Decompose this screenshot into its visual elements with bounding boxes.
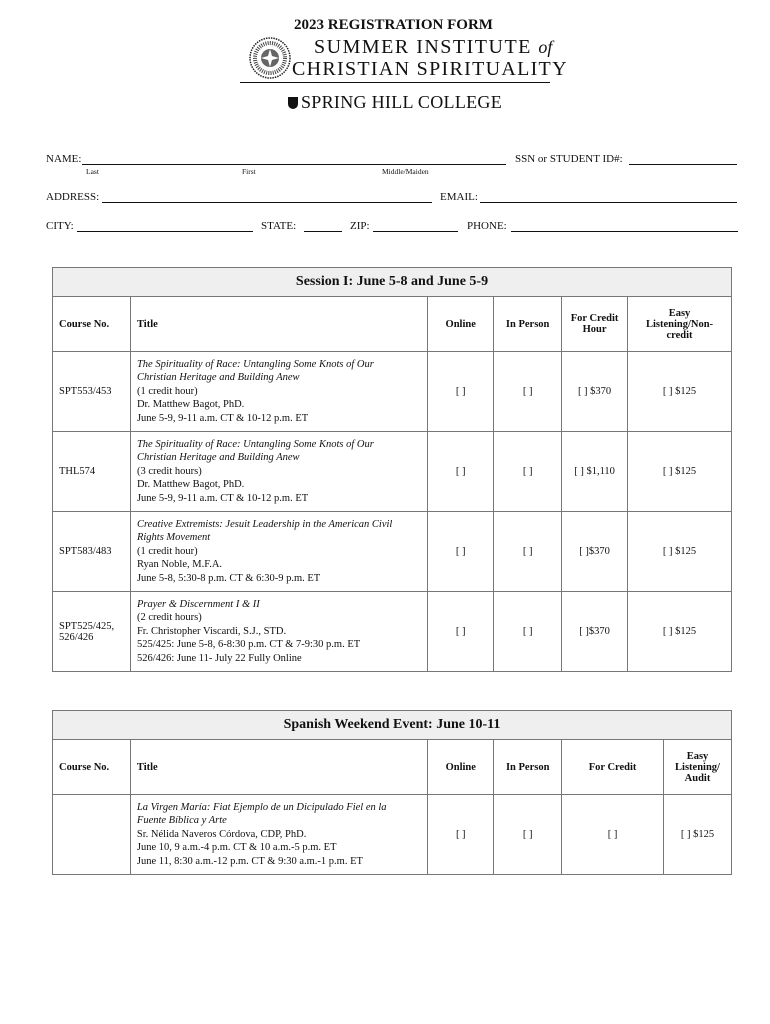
course-detail-line: June 10, 9 a.m.-4 p.m. CT & 10 a.m.-5 p.m. ET [136,842,337,854]
course-title-line [137,371,421,385]
session1-table [52,267,732,672]
course-title-line [137,358,421,372]
table-row [53,432,732,512]
course-title-text: Christian Heritage and Building Anew [136,452,300,464]
course-detail-line: Dr. Matthew Bagot, PhD. [136,399,245,411]
course-number [53,795,131,875]
address-row [46,191,746,205]
course-title-text: The Spirituality of Race: Untangling Some Knots of Our [136,358,374,370]
course-title-text: The Spirituality of Race: Untangling Some Knots of Our [136,438,374,450]
institute-logo [240,34,568,86]
course-detail-line: (2 credit hours) [136,612,202,624]
name-label: NAME: [46,153,82,165]
email-input[interactable] [480,202,737,203]
table-row [53,512,732,592]
course-detail-line: Dr. Matthew Bagot, PhD. [136,479,245,491]
college-name: SPRING HILL COLLEGE [288,92,502,113]
name-middle-sublabel: Middle/Maiden [382,167,429,176]
credit-checkbox[interactable]: [ ] $370 [562,352,628,432]
institute-name-line1: SUMMER INSTITUTE of [314,36,553,58]
seal-icon [248,36,292,80]
crest-icon [288,97,298,109]
online-checkbox[interactable]: [ ] [428,352,494,432]
state-input[interactable] [304,231,342,232]
course-title [130,432,427,512]
credit-checkbox[interactable]: [ ] [562,795,664,875]
name-first-sublabel: First [242,167,256,176]
course-title-line [137,801,421,815]
course-detail-line: June 5-8, 5:30-8 p.m. CT & 6:30-9 p.m. ET [136,572,321,584]
col-course-no: Course No. [53,740,131,795]
city-input[interactable] [77,231,253,232]
session1-heading: Session I: June 5-8 and June 5-9 [53,268,732,297]
table-row [53,592,732,672]
course-title-text: La Virgen María: Fiat Ejemplo de un Dicipulado Fiel en la [136,801,387,813]
session1-header-row [53,297,732,352]
course-title-text: Christian Heritage and Building Anew [136,372,300,384]
course-detail-line: June 5-9, 9-11 a.m. CT & 10-12 p.m. ET [136,492,309,504]
in-person-checkbox[interactable]: [ ] [494,352,562,432]
audit-checkbox[interactable]: [ ] $125 [628,512,732,592]
name-last-sublabel: Last [86,167,99,176]
col-easy-listening: Easy Listening/Non-credit [628,297,732,352]
col-for-credit: For Credit Hour [562,297,628,352]
in-person-checkbox[interactable]: [ ] [494,592,562,672]
course-detail-line: June 5-9, 9-11 a.m. CT & 10-12 p.m. ET [136,412,309,424]
audit-checkbox[interactable]: [ ] $125 [664,795,732,875]
name-input[interactable] [82,164,506,165]
col-in-person: In Person [494,297,562,352]
course-detail-line: 526/426: June 11- July 22 Fully Online [136,652,302,664]
course-title-line [137,598,421,612]
name-row [46,153,746,176]
col-online: Online [428,740,494,795]
in-person-checkbox[interactable]: [ ] [494,795,562,875]
course-title-text: Rights Movement [136,532,211,544]
email-label: EMAIL: [440,191,478,203]
course-title-text: Fuente Bíblica y Arte [136,815,227,827]
credit-checkbox[interactable]: [ ] $1,110 [562,432,628,512]
session2-header-row [53,740,732,795]
col-for-credit: For Credit [562,740,664,795]
audit-checkbox[interactable]: [ ] $125 [628,432,732,512]
session2-heading: Spanish Weekend Event: June 10-11 [53,711,732,740]
course-title [130,512,427,592]
course-detail-line: June 11, 8:30 a.m.-12 p.m. CT & 9:30 a.m.-1 p.m. ET [136,855,363,867]
form-title: 2023 REGISTRATION FORM [294,17,493,33]
table-row [53,795,732,875]
zip-input[interactable] [373,231,458,232]
course-title-line [137,451,421,465]
course-detail-line: (1 credit hour) [136,385,198,397]
course-title [130,795,427,875]
address-label: ADDRESS: [46,191,100,203]
table-row [53,352,732,432]
ssn-input[interactable] [629,164,737,165]
address-input[interactable] [102,202,432,203]
course-detail-line: Fr. Christopher Viscardi, S.J., STD. [136,625,287,637]
session2-table [52,710,732,875]
in-person-checkbox[interactable]: [ ] [494,432,562,512]
course-title-line [137,518,421,532]
in-person-checkbox[interactable]: [ ] [494,512,562,592]
course-detail-line: 525/425: June 5-8, 6-8:30 p.m. CT & 7-9:30 p.m. ET [136,639,361,651]
course-detail-line: Sr. Nélida Naveros Córdova, CDP, PhD. [136,828,307,840]
course-title-line [137,531,421,545]
course-title [130,352,427,432]
credit-checkbox[interactable]: [ ]$370 [562,592,628,672]
institute-name-line2: CHRISTIAN SPIRITUALITY [292,58,568,80]
course-detail-line: (3 credit hours) [136,465,202,477]
course-title [130,592,427,672]
course-number: THL574 [53,432,131,512]
course-number: SPT525/425, 526/426 [53,592,131,672]
phone-input[interactable] [511,231,738,232]
course-number: SPT583/483 [53,512,131,592]
course-detail-line: (1 credit hour) [136,545,198,557]
online-checkbox[interactable]: [ ] [428,512,494,592]
course-title-text: Creative Extremists: Jesuit Leadership in the American Civil [136,518,393,530]
col-online: Online [428,297,494,352]
online-checkbox[interactable]: [ ] [428,795,494,875]
logo-divider [240,82,550,83]
course-number: SPT553/453 [53,352,131,432]
audit-checkbox[interactable]: [ ] $125 [628,352,732,432]
online-checkbox[interactable]: [ ] [428,592,494,672]
audit-checkbox[interactable]: [ ] $125 [628,592,732,672]
col-in-person: In Person [494,740,562,795]
col-title: Title [130,297,427,352]
ssn-label: SSN or STUDENT ID#: [515,153,623,165]
city-row [46,220,746,234]
course-title-line [137,814,421,828]
city-label: CITY: [46,220,74,232]
col-easy-listening: Easy Listening/ Audit [664,740,732,795]
online-checkbox[interactable]: [ ] [428,432,494,512]
col-title: Title [130,740,427,795]
course-title-text: Prayer & Discernment I & II [136,598,260,610]
state-label: STATE: [261,220,297,232]
zip-label: ZIP: [350,220,370,232]
course-detail-line: Ryan Noble, M.F.A. [136,559,223,571]
course-title-line [137,438,421,452]
credit-checkbox[interactable]: [ ]$370 [562,512,628,592]
phone-label: PHONE: [467,220,507,232]
col-course-no: Course No. [53,297,131,352]
